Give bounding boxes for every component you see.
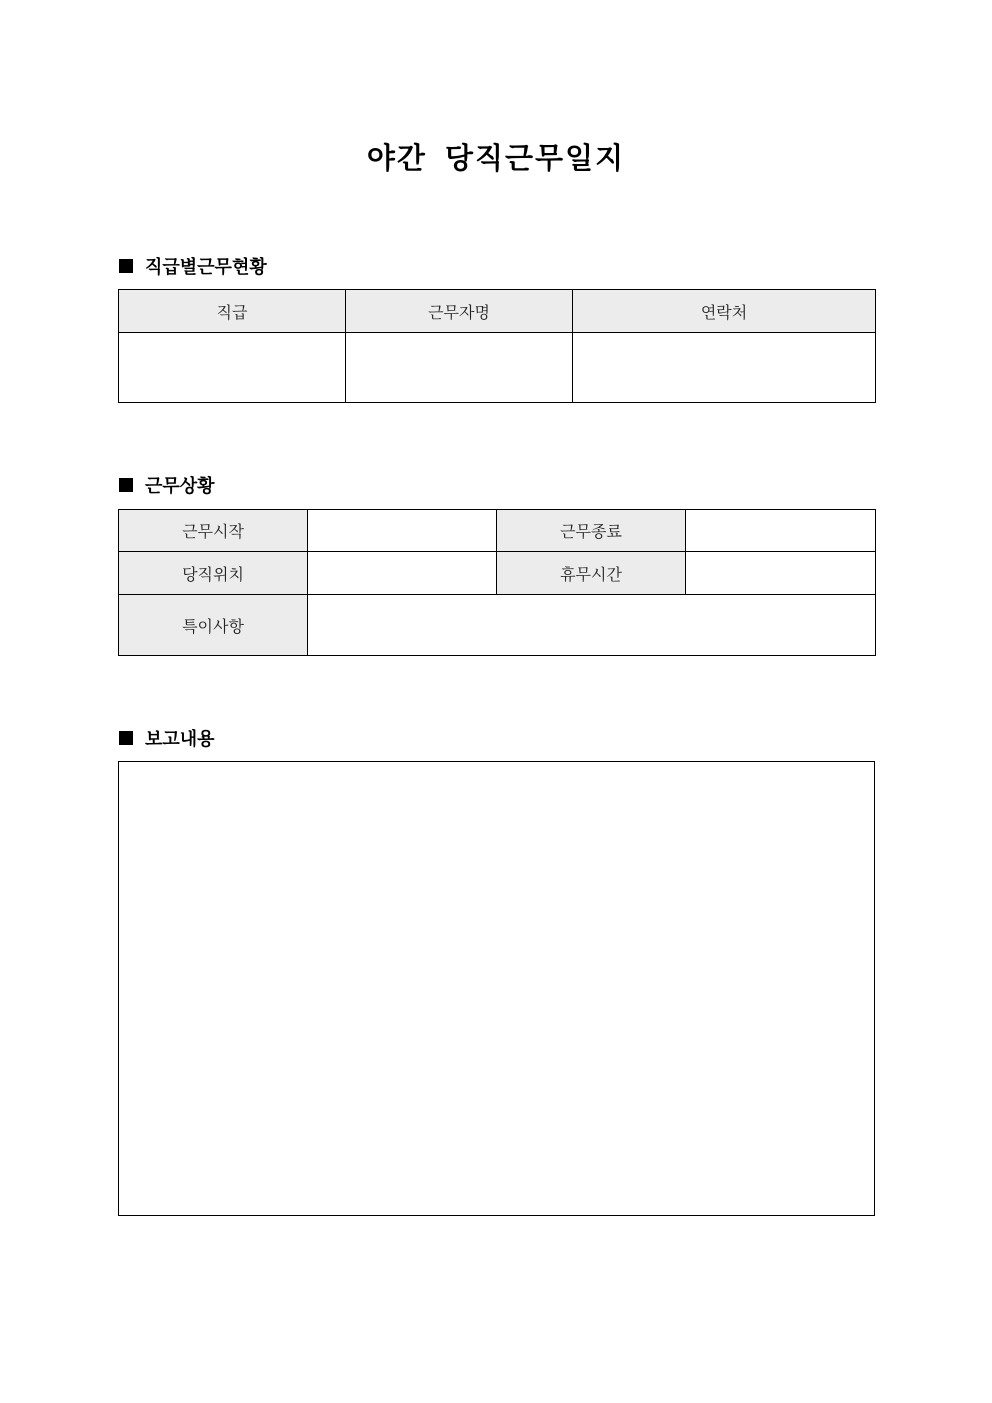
report-content-box[interactable]: [118, 761, 875, 1216]
column-header-rank: 직급: [119, 290, 346, 333]
label-notes: 특이사항: [119, 595, 308, 656]
end-value[interactable]: [686, 510, 876, 552]
section-heading-staff: [119, 253, 267, 279]
page-title: 야간 당직근무일지: [366, 141, 626, 175]
label-location: 당직위치: [119, 552, 308, 595]
column-header-contact: 연락처: [573, 290, 876, 333]
label-rest: 휴무시간: [497, 552, 686, 595]
square-bullet-icon: [119, 259, 133, 273]
rank-cell[interactable]: [119, 333, 346, 403]
section-heading-status: [119, 472, 215, 498]
rest-value[interactable]: [686, 552, 876, 595]
section-heading-label: 보고내용: [145, 729, 215, 750]
notes-value[interactable]: [308, 595, 876, 656]
staff-table: [118, 289, 876, 403]
name-cell[interactable]: [346, 333, 573, 403]
square-bullet-icon: [119, 731, 133, 745]
label-start: 근무시작: [119, 510, 308, 552]
section-heading-label: 직급별근무현황: [145, 257, 267, 278]
start-value[interactable]: [308, 510, 497, 552]
section-heading-report: [119, 725, 215, 751]
square-bullet-icon: [119, 478, 133, 492]
column-header-name: 근무자명: [346, 290, 573, 333]
status-table: [118, 509, 876, 656]
contact-cell[interactable]: [573, 333, 876, 403]
label-end: 근무종료: [497, 510, 686, 552]
section-heading-label: 근무상황: [145, 476, 215, 497]
location-value[interactable]: [308, 552, 497, 595]
